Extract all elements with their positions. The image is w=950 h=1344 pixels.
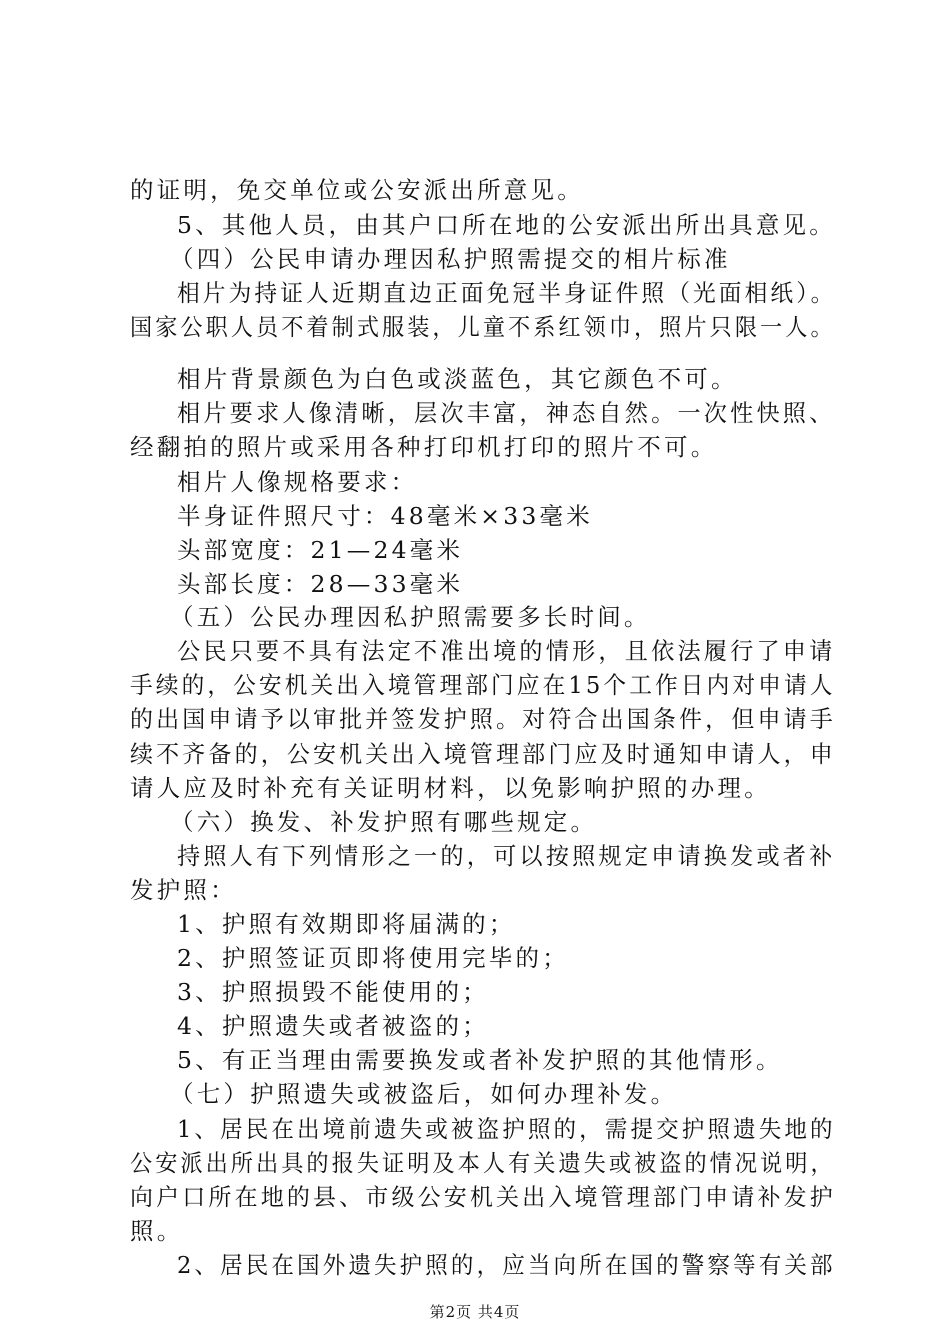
text-line: 续不齐备的，公安机关出入境管理部门应及时通知申请人，申 xyxy=(130,740,836,768)
section-heading: （五）公民办理因私护照需要多长时间。 xyxy=(170,603,651,631)
page-footer: 第2页 共4页 xyxy=(429,1303,521,1321)
text-line: 的证明，免交单位或公安派出所意见。 xyxy=(130,176,584,204)
text-line: 国家公职人员不着制式服装，儿童不系红领巾，照片只限一人。 xyxy=(130,313,836,341)
list-item: 5、有正当理由需要换发或者补发护照的其他情形。 xyxy=(177,1046,783,1074)
list-item: 1、护照有效期即将届满的； xyxy=(177,910,516,938)
section-heading: （四）公民申请办理因私护照需提交的相片标准 xyxy=(170,245,731,273)
text-line: 相片人像规格要求： xyxy=(177,468,418,496)
section-heading: （七）护照遗失或被盗后，如何办理补发。 xyxy=(170,1080,678,1108)
text-line: 手续的，公安机关出入境管理部门应在15个工作日内对申请人 xyxy=(130,671,836,699)
list-item: 3、护照损毁不能使用的； xyxy=(177,978,489,1006)
text-line: 相片要求人像清晰，层次丰富，神态自然。一次性快照、 xyxy=(177,399,836,427)
section-heading: （六）换发、补发护照有哪些规定。 xyxy=(170,808,598,836)
text-line: 相片为持证人近期直边正面免冠半身证件照（光面相纸）。 xyxy=(177,279,837,307)
text-line: 经翻拍的照片或采用各种打印机打印的照片不可。 xyxy=(130,433,718,461)
text-line: 请人应及时补充有关证明材料，以免影响护照的办理。 xyxy=(130,774,771,802)
text-line: 5、其他人员，由其户口所在地的公安派出所出具意见。 xyxy=(177,211,836,239)
text-line: 照。 xyxy=(130,1217,184,1245)
text-line: 持照人有下列情形之一的，可以按照规定申请换发或者补 xyxy=(177,842,836,870)
text-line: 的出国申请予以审批并签发护照。对符合出国条件，但申请手 xyxy=(130,705,836,733)
text-line: 1、居民在出境前遗失或被盗护照的，需提交护照遗失地的 xyxy=(177,1115,836,1143)
text-line: 头部长度：28—33毫米 xyxy=(177,570,464,598)
text-line: 向户口所在地的县、市级公安机关出入境管理部门申请补发护 xyxy=(130,1183,836,1211)
text-line: 2、居民在国外遗失护照的，应当向所在国的警察等有关部 xyxy=(177,1251,836,1279)
text-line: 半身证件照尺寸：48毫米×33毫米 xyxy=(177,502,593,530)
list-item: 2、护照签证页即将使用完毕的； xyxy=(177,944,569,972)
text-line: 相片背景颜色为白色或淡蓝色，其它颜色不可。 xyxy=(177,365,738,393)
text-line: 头部宽度：21—24毫米 xyxy=(177,536,464,564)
text-line: 公安派出所出具的报失证明及本人有关遗失或被盗的情况说明， xyxy=(130,1149,836,1177)
text-line: 公民只要不具有法定不准出境的情形，且依法履行了申请 xyxy=(177,637,836,665)
list-item: 4、护照遗失或者被盗的； xyxy=(177,1012,489,1040)
text-line: 发护照： xyxy=(130,876,237,904)
